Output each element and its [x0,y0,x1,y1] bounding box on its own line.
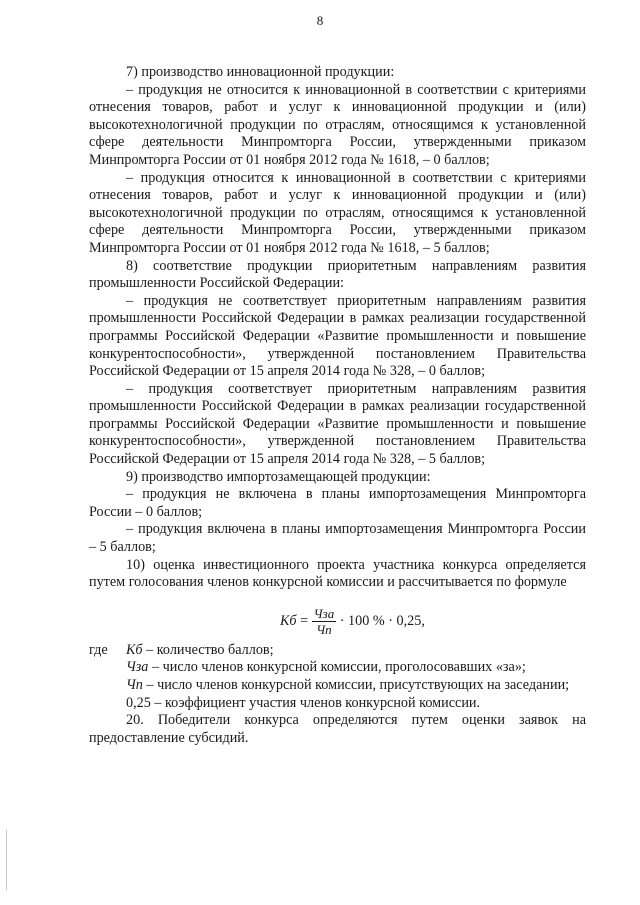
formula-denominator: Чп [316,621,332,637]
paragraph: 10) оценка инвестиционного проекта участника конкурса определяется путем голосования членов конкурсной комиссии и рассчитывается по формуле [89,556,586,591]
paragraph: – продукция относится к инновационной в соответствии с критериями отнесения товаров, работ и услуг к инновационной продукции и (или) высокотехнологичной продукции по отраслям, относящимся к установленной сфере деятельности Минпромторга России, утвержденными приказом Минпромторга России от 01 ноября 2012 года № 1618, – 5 баллов; [89,169,586,256]
scan-edge-mark [6,830,7,890]
formula-numerator: Чза [313,605,335,621]
paragraph: – продукция не соответствует приоритетным направлениям развития промышленности Российской Федерации в рамках реализации государственной программы Российской Федерации «Развитие промышленности и повышение конкурентоспособности», утвержденной постановлением Правительства Российской Федерации от 15 апреля 2014 года № 328, – 0 баллов; [89,292,586,380]
definition-cza [89,659,586,677]
cza-symbol: Чза [126,659,149,676]
paragraph: 7) производство инновационной продукции: [126,64,395,80]
definition-cp [89,677,586,695]
formula-equals: = [300,612,309,629]
where-label: где [89,641,108,658]
paragraph: 20. Победители конкурса определяются путем оценки заявок на предоставление субсидий. [89,712,586,746]
paragraph: 8) соответствие продукции приоритетным направлениям развития промышленности Российской Федерации: [89,257,586,292]
document-body [89,64,586,747]
paragraph: – продукция не относится к инновационной в соответствии с критериями отнесения товаров, работ и услуг к инновационной продукции и (или) высокотехнологичной продукции по отраслям, относящимся к установленной сфере деятельности Минпромторга России, утвержденными приказом Минпромторга России от 01 ноября 2012 года № 1618, – 0 баллов; [89,81,586,168]
paragraph: – продукция включена в планы импортозамещения Минпромторга России – 5 баллов; [89,521,586,556]
definition-coefficient: 0,25 – коэффициент участия членов конкурсной комиссии. [126,694,481,711]
formula-lhs: Кб [280,612,297,629]
cp-text: – число членов конкурсной комиссии, присутствующих на заседании; [146,677,570,693]
paragraph: 9) производство импортозамещающей продукции: [126,468,431,485]
cp-symbol: Чп [126,677,143,693]
kb-symbol: Кб [126,641,143,658]
kb-text: – количество баллов; [146,641,274,658]
definition-kb [89,642,586,660]
cza-text: – число членов конкурсной комиссии, проголосовавших «за»; [151,659,526,676]
paragraph: – продукция не включена в планы импортозамещения Минпромторга России – 0 баллов; [89,486,586,520]
formula [89,606,586,642]
paragraph: – продукция соответствует приоритетным направлениям развития промышленности Российской Федерации в рамках реализации государственной программы Российской Федерации «Развитие промышленности и повышение конкурентоспособности», утвержденной постановлением Правительства Российской Федерации от 15 апреля 2014 года № 328, – 5 баллов; [89,380,586,468]
formula-expression [280,606,425,637]
formula-rest: · 100 % · 0,25, [339,612,425,629]
page-number: 8 [316,13,324,28]
formula-fraction [312,606,337,637]
